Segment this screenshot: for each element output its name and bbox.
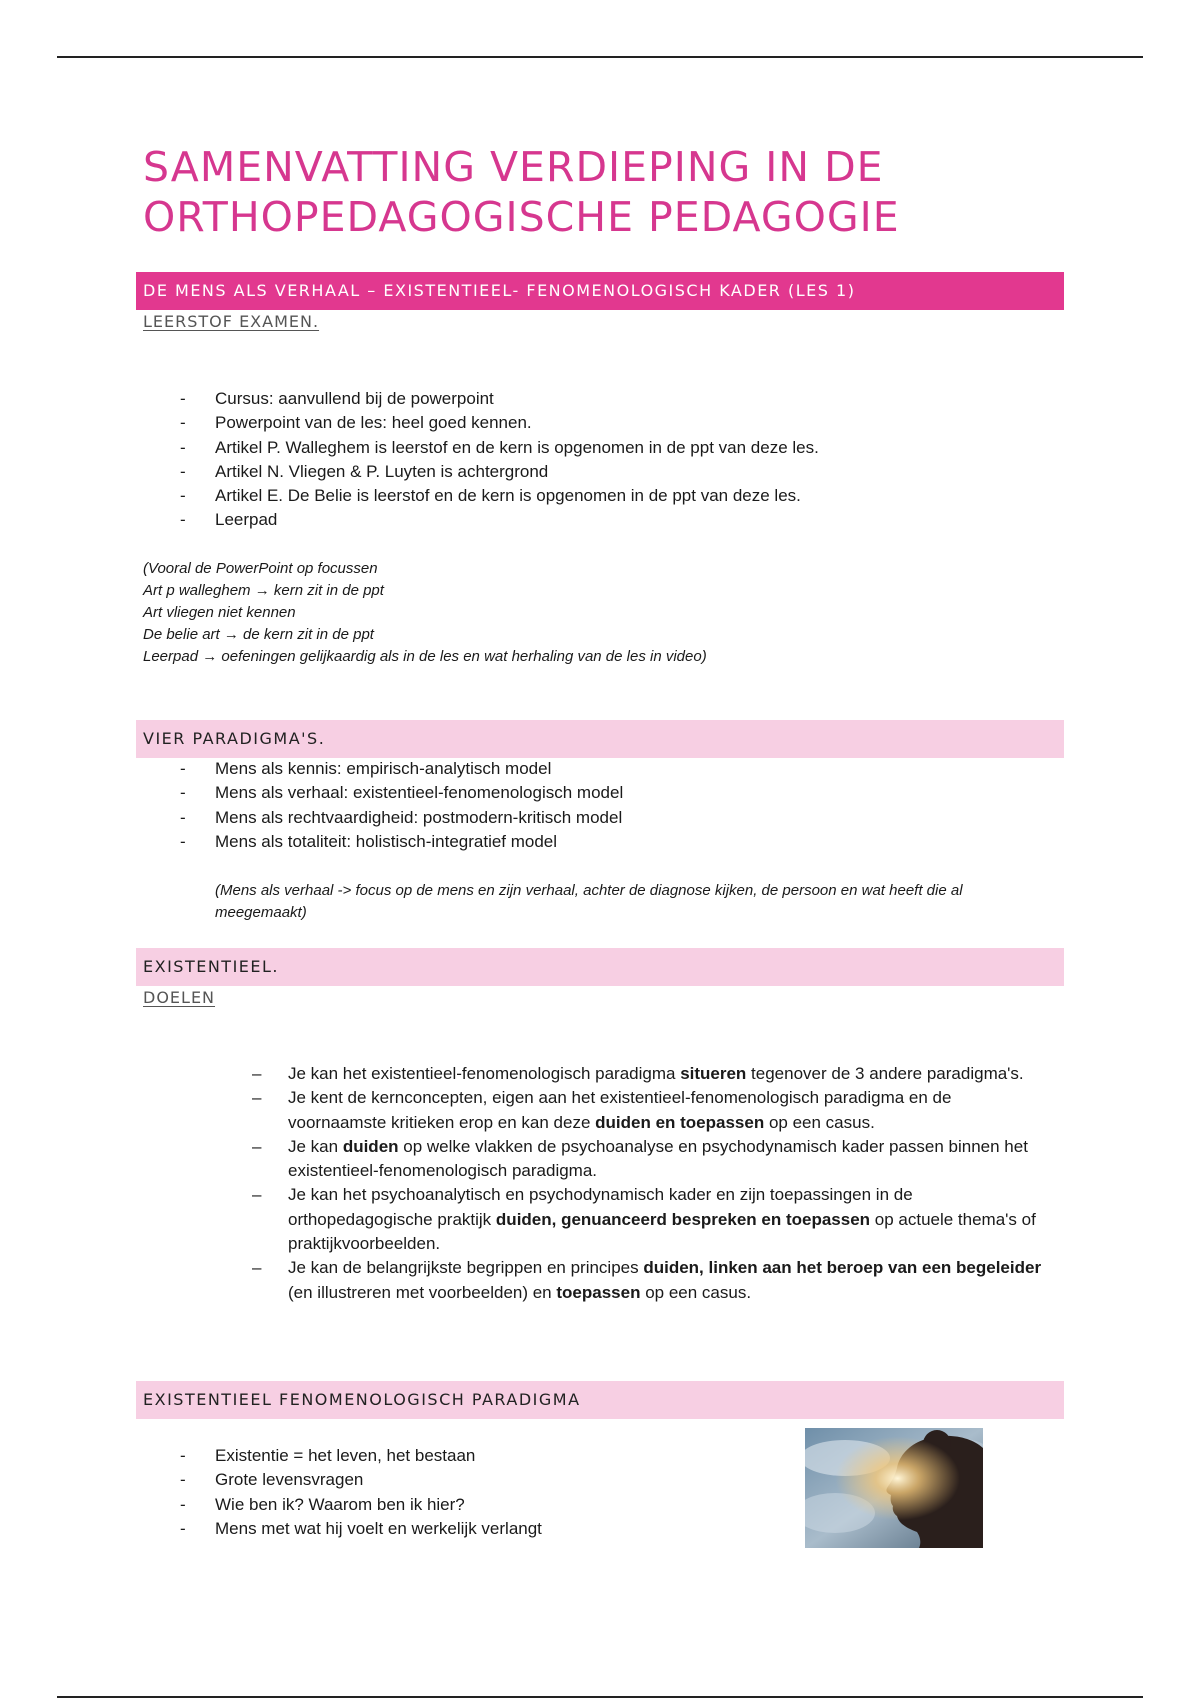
study-notes bbox=[143, 558, 707, 668]
list-item: - Artikel N. Vliegen & P. Luyten is achtergrond bbox=[180, 461, 549, 481]
title-line-2: ORTHOPEDAGOGISCHE PEDAGOGIE bbox=[143, 193, 900, 241]
section-heading-existentieel: EXISTENTIEEL. bbox=[136, 948, 1064, 986]
section-heading-mens-als-verhaal: DE MENS ALS VERHAAL – EXISTENTIEEL- FENOMENOLOGISCH KADER (LES 1) bbox=[136, 272, 1064, 310]
note-line: Leerpad → oefeningen gelijkaardig als in de les en wat herhaling van de les in video) bbox=[143, 648, 707, 665]
note-line: (Vooral de PowerPoint op focussen bbox=[143, 560, 378, 577]
title-line-1: SAMENVATTING VERDIEPING IN DE bbox=[143, 143, 884, 191]
existentie-list bbox=[0, 1444, 542, 1541]
list-item: - Existentie = het leven, het bestaan bbox=[180, 1446, 476, 1465]
note-line: Art vliegen niet kennen bbox=[143, 604, 296, 621]
list-item: - Wie ben ik? Waarom ben ik hier? bbox=[180, 1494, 465, 1514]
silhouette-photo bbox=[805, 1428, 983, 1548]
list-item: - Mens als rechtvaardigheid: postmodern-kritisch model bbox=[180, 807, 623, 827]
list-item: - Mens met wat hij voelt en werkelijk verlangt bbox=[180, 1518, 542, 1538]
list-item: - Grote levensvragen bbox=[180, 1470, 364, 1490]
doelen-link[interactable]: DOELEN bbox=[143, 988, 216, 1007]
bottom-rule bbox=[57, 1696, 1143, 1698]
silhouette-image bbox=[805, 1428, 983, 1548]
list-item: - Cursus: aanvullend bij de powerpoint bbox=[180, 389, 494, 408]
goal-item: – Je kent de kernconcepten, eigen aan het existentieel-fenomenologisch paradigma en de voornaamste kritieken erop en kan deze duiden en toepassen op een casus. bbox=[252, 1088, 952, 1132]
leerstof-list bbox=[0, 387, 819, 533]
goal-item: – Je kan het existentieel-fenomenologisch paradigma situeren tegenover de 3 andere paradigma's. bbox=[252, 1064, 1024, 1083]
section-heading-existentieel-fenomenologisch-paradigma: EXISTENTIEEL FENOMENOLOGISCH PARADIGMA bbox=[136, 1381, 1064, 1419]
list-item: - Mens als verhaal: existentieel-fenomenologisch model bbox=[180, 783, 624, 803]
paradigma-list bbox=[0, 757, 623, 854]
section-heading-vier-paradigmas: VIER PARADIGMA'S. bbox=[136, 720, 1064, 758]
goal-item: – Je kan het psychoanalytisch en psychodynamisch kader en zijn toepassingen in de orthopedagogische praktijk duiden, genuanceerd bespreken en toepassen op actuele thema's of praktijkvoorbeelden. bbox=[252, 1185, 1036, 1254]
list-item: - Powerpoint van de les: heel goed kennen. bbox=[180, 413, 532, 433]
goal-item: – Je kan de belangrijkste begrippen en principes duiden, linken aan het beroep van een begeleider (en illustreren met voorbeelden) en toepassen op een casus. bbox=[252, 1258, 1042, 1302]
note-line: Art p walleghem → kern zit in de ppt bbox=[143, 582, 384, 599]
paradigma-note: (Mens als verhaal -> focus op de mens en zijn verhaal, achter de diagnose kijken, de persoon en wat heeft die al meegemaakt) bbox=[215, 882, 963, 921]
top-rule bbox=[57, 56, 1143, 58]
list-item: - Artikel P. Walleghem is leerstof en de kern is opgenomen in de ppt van deze les. bbox=[180, 437, 819, 457]
document-title bbox=[143, 142, 1143, 242]
list-item: - Leerpad bbox=[180, 510, 278, 530]
list-item: - Mens als totaliteit: holistisch-integratief model bbox=[180, 831, 558, 851]
leerstof-examen-link[interactable]: LEERSTOF EXAMEN. bbox=[143, 312, 320, 331]
goal-item: – Je kan duiden op welke vlakken de psychoanalyse en psychodynamisch kader passen binnen het existentieel-fenomenologisch paradigma. bbox=[252, 1136, 1028, 1181]
note-line: De belie art → de kern zit in de ppt bbox=[143, 626, 374, 643]
list-item: - Artikel E. De Belie is leerstof en de kern is opgenomen in de ppt van deze les. bbox=[180, 486, 801, 506]
list-item: - Mens als kennis: empirisch-analytisch model bbox=[180, 759, 552, 778]
doelen-list bbox=[0, 1062, 1048, 1305]
